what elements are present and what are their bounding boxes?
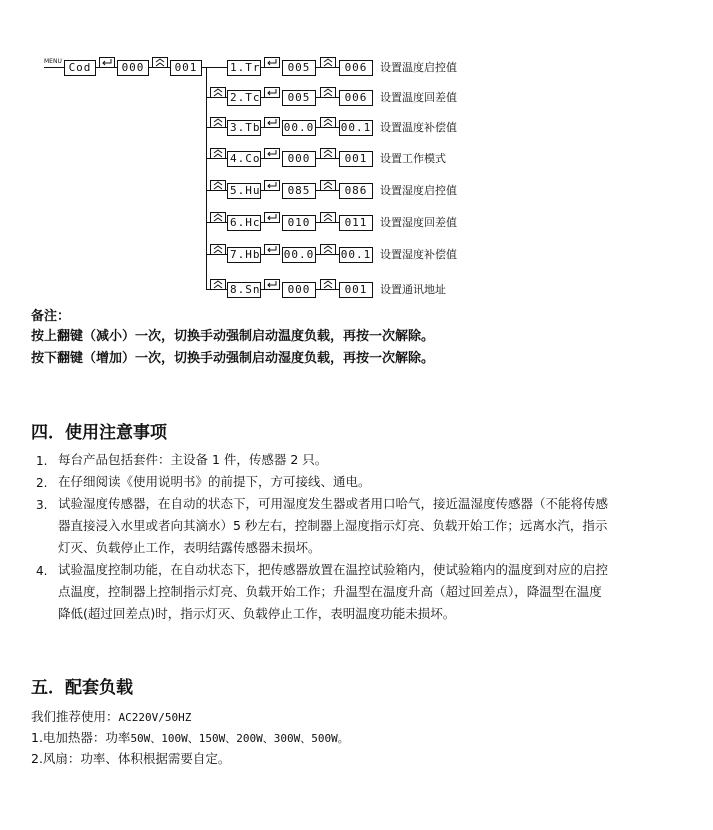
up-down-icon	[320, 117, 336, 128]
list-item	[58, 559, 678, 625]
list-item-number: 1.	[36, 454, 48, 468]
row-value-1: 005	[282, 90, 316, 106]
list-item-line: 在仔细阅读《使用说明书》的前提下，方可接线、通电。	[58, 474, 371, 489]
list-item-line: 器直接浸入水里或者向其滴水）5 秒左右，控制器上湿度指示灯亮、负载开始工作；远离水汽，指示	[58, 518, 608, 533]
enter-arrow-icon	[264, 244, 280, 255]
list-item-number: 3.	[36, 498, 48, 512]
list-item-line: 每台产品包括套件：主设备 1 件，传感器 2 只。	[58, 452, 328, 467]
enter-arrow-icon	[264, 148, 280, 159]
up-down-icon	[210, 148, 226, 159]
row-value-2: 006	[339, 90, 373, 106]
row-value-1: 00.0	[283, 248, 315, 261]
row-code-box: 5.Hu	[227, 183, 261, 199]
heater-label: 1.电加热器：功率	[31, 730, 131, 745]
row-code-box: 7.Hb	[227, 247, 261, 263]
up-down-icon	[210, 212, 226, 223]
row-value-2: 001	[339, 151, 373, 167]
row-value-1: 00.0	[283, 121, 315, 134]
row-value-2: 011	[339, 215, 373, 231]
row-description: 设置工作模式	[380, 152, 446, 165]
heater-line	[31, 729, 349, 748]
enter-arrow-icon	[264, 279, 280, 290]
row-value-2: 086	[339, 183, 373, 199]
root-value-2: 001	[170, 60, 202, 76]
connector-line	[44, 67, 64, 68]
row-value-1: 085	[282, 183, 316, 199]
enter-arrow-icon	[99, 57, 115, 68]
row-code-box: 8.Sn	[227, 282, 261, 298]
row-value-1: 000	[282, 282, 316, 298]
list-item-line: 降低(超过回差点)时，指示灯灭、负载停止工作，表明温度功能未损坏。	[58, 606, 456, 621]
enter-arrow-icon	[264, 87, 280, 98]
list-item	[58, 471, 678, 493]
up-down-icon	[210, 117, 226, 128]
row-value-2: 00.1	[340, 121, 372, 134]
row-code-box: 1.Tr	[227, 60, 261, 76]
recommend-label: 我们推荐使用：	[31, 709, 119, 724]
row-description: 设置湿度启控值	[380, 184, 457, 197]
up-down-icon	[320, 87, 336, 98]
up-down-icon	[210, 180, 226, 191]
up-down-icon	[320, 148, 336, 159]
recommend-line	[31, 708, 191, 727]
root-value-1: 000	[117, 60, 149, 76]
enter-arrow-icon	[264, 117, 280, 128]
row-value-2: 00.1	[340, 248, 372, 261]
list-item-line: 试验湿度传感器，在自动的状态下，可用湿度发生器或者用口哈气，接近温湿度传感器（不能将传感	[58, 496, 609, 511]
row-code-box: 6.Hc	[227, 215, 261, 231]
root-code-box: Cod	[64, 60, 96, 76]
row-description: 设置温度回差值	[380, 91, 457, 104]
row-code-box: 4.Co	[227, 151, 261, 167]
note-line-1: 按上翻键（减小）一次，切换手动强制启动温度负载，再按一次解除。	[31, 329, 435, 344]
row-description: 设置湿度回差值	[380, 216, 457, 229]
list-item	[58, 449, 678, 471]
list-item-number: 2.	[36, 476, 48, 490]
up-down-icon	[320, 279, 336, 290]
list-item-line: 点温度，控制器上控制指示灯亮、负载开始工作；升温型在温度升高（超过回差点），降温型在温度	[58, 584, 602, 599]
row-description: 设置温度启控值	[380, 61, 457, 74]
enter-arrow-icon	[264, 212, 280, 223]
row-value-1: 005	[282, 60, 316, 76]
row-description: 设置温度补偿值	[380, 121, 457, 134]
row-value-1: 010	[282, 215, 316, 231]
recommend-value: AC220V/50HZ	[118, 711, 192, 724]
up-down-icon	[152, 57, 168, 68]
list-item-line: 试验温度控制功能，在自动状态下，把传感器放置在温控试验箱内，使试验箱内的温度到对应的启控	[58, 562, 609, 577]
section-5-title: 五．配套负载	[31, 678, 133, 698]
menu-flow-diagram	[0, 0, 713, 300]
up-down-icon	[210, 279, 226, 290]
row-value-2: 006	[339, 60, 373, 76]
heater-value: 50W、100W、150W、200W、300W、500W。	[130, 732, 349, 745]
list-item	[58, 493, 678, 559]
up-down-icon	[320, 57, 336, 68]
notes-title: 备注：	[31, 309, 71, 324]
up-down-icon	[320, 244, 336, 255]
fan-line: 2.风扇：功率、体积根据需要自定。	[31, 751, 231, 766]
row-description: 设置通讯地址	[380, 283, 446, 296]
row-code-box: 2.Tc	[227, 90, 261, 106]
row-value-1: 000	[282, 151, 316, 167]
list-item-number: 4.	[36, 564, 48, 578]
row-value-2: 001	[339, 282, 373, 298]
note-line-2: 按下翻键（增加）一次，切换手动强制启动湿度负载，再按一次解除。	[31, 351, 435, 366]
up-down-icon	[210, 244, 226, 255]
up-down-icon	[210, 87, 226, 98]
up-down-icon	[320, 180, 336, 191]
row-code-box: 3.Tb	[227, 120, 261, 136]
row-description: 设置湿度补偿值	[380, 248, 457, 261]
enter-arrow-icon	[264, 180, 280, 191]
section-4-title: 四．使用注意事项	[31, 423, 167, 443]
up-down-icon	[320, 212, 336, 223]
list-item-line: 灯灭、负载停止工作，表明结露传感器未损坏。	[58, 540, 321, 555]
trunk-line	[206, 67, 207, 289]
menu-label: MENU	[44, 58, 62, 65]
enter-arrow-icon	[264, 57, 280, 68]
